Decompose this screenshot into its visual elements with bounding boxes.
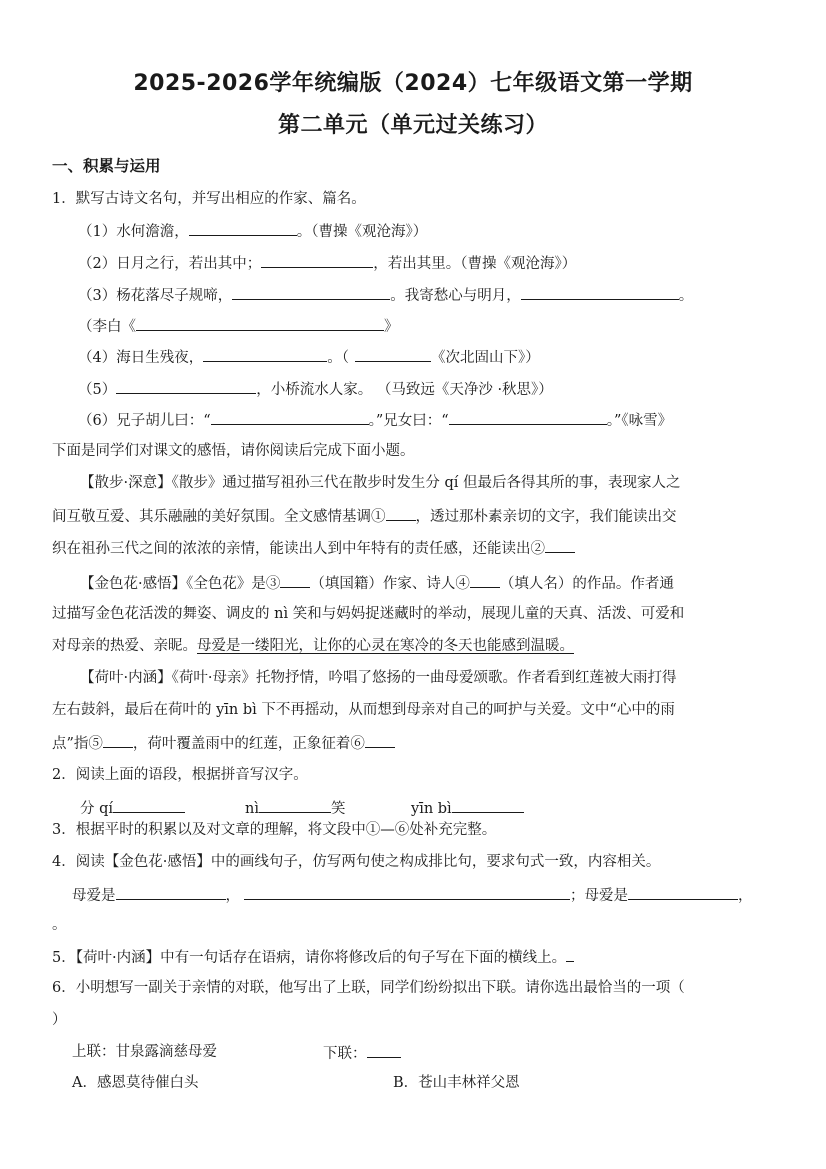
q1-item-6-source: 。”《咏雪》 <box>606 413 673 429</box>
q1-number: 1． <box>52 191 76 207</box>
q2-pinyin-3: yīn bì <box>411 801 452 817</box>
para1-line2-text: 间互敬互爱、其乐融融的美好氛围。全文感情基调① <box>52 509 386 525</box>
q1-item-3-title-blank[interactable] <box>136 315 384 331</box>
para3-line2: 左右鼓斜，最后在荷叶的 yīn bì 下不再摇动，从而想到母亲对自己的呵护与关爱。文中“心中的雨 <box>52 702 675 718</box>
q1-stem-line <box>52 189 366 209</box>
section-heading: 一、积累与运用 <box>52 157 161 175</box>
q1-item-2-blank[interactable] <box>261 252 373 268</box>
q6-lower-label: 下联： <box>323 1046 367 1062</box>
q2-blank-2[interactable] <box>259 797 331 813</box>
q1-item-4-mid: 。（ <box>327 350 349 366</box>
q2-stem-line <box>52 765 308 785</box>
q2-stem: 阅读上面的语段，根据拼音写汉字。 <box>75 767 308 783</box>
blank-2[interactable] <box>545 537 575 553</box>
q2-pinyin-a <box>80 797 185 819</box>
q1-item-3-mid: 。我寄愁心与明月， <box>390 288 521 304</box>
para1-line3-text: 织在祖孙三代之间的浓浓的亲情，能读出人到中年特有的责任感，还能读出② <box>52 541 545 557</box>
q6-option-b[interactable]: B．苍山丰林祥父恩 <box>393 1075 520 1091</box>
q4-comma-1: ， <box>225 888 240 904</box>
q1-item-3-blank-a[interactable] <box>232 284 390 300</box>
q1-item-2-text: （2）日月之行，若出其中； <box>78 256 262 272</box>
q1-item-6-blank-b[interactable] <box>449 409 607 425</box>
q1-item-1 <box>78 220 427 242</box>
q1-item-3 <box>78 284 693 306</box>
q6-line <box>52 978 685 998</box>
q5-number: 5． <box>52 950 76 966</box>
q1-item-1-source: 。（曹操《观沧海》） <box>296 224 428 240</box>
q1-item-5-text: ，小桥流水人家。 （马致远《天净沙 ·秋思》） <box>256 382 553 398</box>
para3-line3 <box>52 732 395 754</box>
q6-option-a[interactable]: A．感恩莫待催白头 <box>72 1075 199 1091</box>
q4-blank-1[interactable] <box>116 884 226 900</box>
q1-item-6-text: （6）兄子胡儿曰：“ <box>78 413 211 429</box>
q1-item-3-source-start: （李白《 <box>78 319 136 335</box>
q1-item-2-source: ，若出其里。（曹操《观沧海》） <box>373 256 577 272</box>
para2-line1 <box>80 572 674 594</box>
q6-upper-couplet: 上联：甘泉露滴慈母爱 <box>72 1044 217 1060</box>
q2-pinyin-2: nì <box>245 801 259 817</box>
q3-line <box>52 820 496 840</box>
underlined-sentence: 母爱是一缕阳光，让你的心灵在寒冷的冬天也能感到温暖。 <box>197 638 574 654</box>
q2-number: 2． <box>52 767 76 783</box>
q4-blank-2[interactable] <box>244 884 570 900</box>
para2-line1-text: 【金色花·感悟】《全色花》是③ <box>80 576 281 592</box>
q1-item-4-text: （4）海日生残夜， <box>78 350 204 366</box>
q4-number: 4． <box>52 854 76 870</box>
q1-item-3-blank-b[interactable] <box>521 284 679 300</box>
page-title: 2025-2026学年统编版（2024）七年级语文第一学期 <box>133 71 693 96</box>
para2-line3-text: 对母亲的热爱、亲昵。 <box>52 638 197 654</box>
para2-line2: 过描写金色花活泼的舞姿、调皮的 nì 笑和与妈妈捉迷藏时的举动，展现儿童的天真、活泼、可爱和 <box>52 606 685 622</box>
q1-item-4-author-blank[interactable] <box>355 346 431 362</box>
q4-line <box>52 852 660 872</box>
q6-lower-couplet <box>323 1042 401 1064</box>
q1-item-3-text: （3）杨花落尽子规啼， <box>78 288 233 304</box>
blank-3[interactable] <box>280 572 310 588</box>
q1-item-2 <box>78 252 576 274</box>
para1-line2 <box>52 505 677 527</box>
q5-stem: 【荷叶·内涵】中有一句话存在语病，请你将修改后的句子写在下面的横线上。 <box>75 950 567 966</box>
para1-line2-rest: ，透过那朴素亲切的文字，我们能读出交 <box>415 509 677 525</box>
q1-item-3-source-end: 》 <box>384 319 399 335</box>
q1-item-4-source: 《次北固山下》） <box>430 350 540 366</box>
q2-pinyin-c <box>411 797 524 819</box>
q1-item-5-blank[interactable] <box>116 378 256 394</box>
q4-answer-end: 。 <box>52 917 67 933</box>
q4-answer-mid: ；母爱是 <box>570 888 628 904</box>
blank-5[interactable] <box>103 732 133 748</box>
q1-item-5-num: （5） <box>78 382 117 398</box>
para2-line3 <box>52 636 574 656</box>
q1-item-5 <box>78 378 553 400</box>
q6-answer-blank[interactable] <box>367 1042 401 1058</box>
q4-stem: 阅读【金色花·感悟】中的画线句子，仿写两句使之构成排比句，要求句式一致，内容相关。 <box>75 854 661 870</box>
q4-blank-3[interactable] <box>628 884 738 900</box>
q4-answer-start: 母爱是 <box>72 888 116 904</box>
q1-item-4-blank[interactable] <box>203 346 327 362</box>
q1-item-3-source <box>78 315 399 337</box>
blank-4[interactable] <box>470 572 500 588</box>
q1-item-1-blank[interactable] <box>189 220 297 236</box>
para2-line1-rest: （填人名）的作品。作者通 <box>499 576 674 592</box>
q5-blank[interactable] <box>566 946 574 962</box>
para3-line3-mid: ，荷叶覆盖雨中的红莲，正象征着⑥ <box>132 736 365 752</box>
para2-line1-mid: （填国籍）作家、诗人④ <box>310 576 470 592</box>
reading-intro: 下面是同学们对课文的感悟，请你阅读后完成下面小题。 <box>52 443 415 459</box>
q6-stem-end: ） <box>52 1012 67 1028</box>
para1-line3 <box>52 537 575 559</box>
q2-pinyin-2-after: 笑 <box>330 801 346 817</box>
q1-item-6 <box>78 409 672 431</box>
q1-item-4 <box>78 346 540 368</box>
page-subtitle: 第二单元（单元过关练习） <box>277 113 548 138</box>
q6-stem: 小明想写一副关于亲情的对联，他写出了上联，同学们纷纷拟出下联。请你选出最恰当的一项（ <box>75 980 685 996</box>
q2-blank-3[interactable] <box>452 797 524 813</box>
q1-stem: 默写古诗文名句，并写出相应的作家、篇名。 <box>75 191 366 207</box>
q5-line <box>52 946 574 968</box>
blank-6[interactable] <box>365 732 395 748</box>
q4-answer-line <box>72 884 753 906</box>
q1-item-3-end: 。 <box>678 288 694 304</box>
q1-item-1-text: （1）水何澹澹， <box>78 224 189 240</box>
q6-number: 6． <box>52 980 76 996</box>
q1-item-6-blank-a[interactable] <box>211 409 369 425</box>
q3-number: 3． <box>52 822 76 838</box>
q2-pinyin-1: 分 qí <box>80 801 114 817</box>
q1-item-6-mid: 。”兄女曰：“ <box>368 413 449 429</box>
para1-line1: 【散步·深意】《散步》通过描写祖孙三代在散步时发生分 qí 但最后各得其所的事，表现家人之 <box>80 475 681 491</box>
para3-line1: 【荷叶·内涵】《荷叶·母亲》托物抒情，吟唱了悠扬的一曲母爱颂歌。作者看到红莲被大雨打得 <box>80 670 677 686</box>
para3-line3-text: 点”指⑤ <box>52 736 103 752</box>
q2-pinyin-b <box>245 797 345 819</box>
q3-stem: 根据平时的积累以及对文章的理解，将文段中①—⑥处补充完整。 <box>75 822 497 838</box>
q2-blank-1[interactable] <box>113 797 185 813</box>
blank-1[interactable] <box>386 505 416 521</box>
q4-comma-2: ， <box>738 888 753 904</box>
